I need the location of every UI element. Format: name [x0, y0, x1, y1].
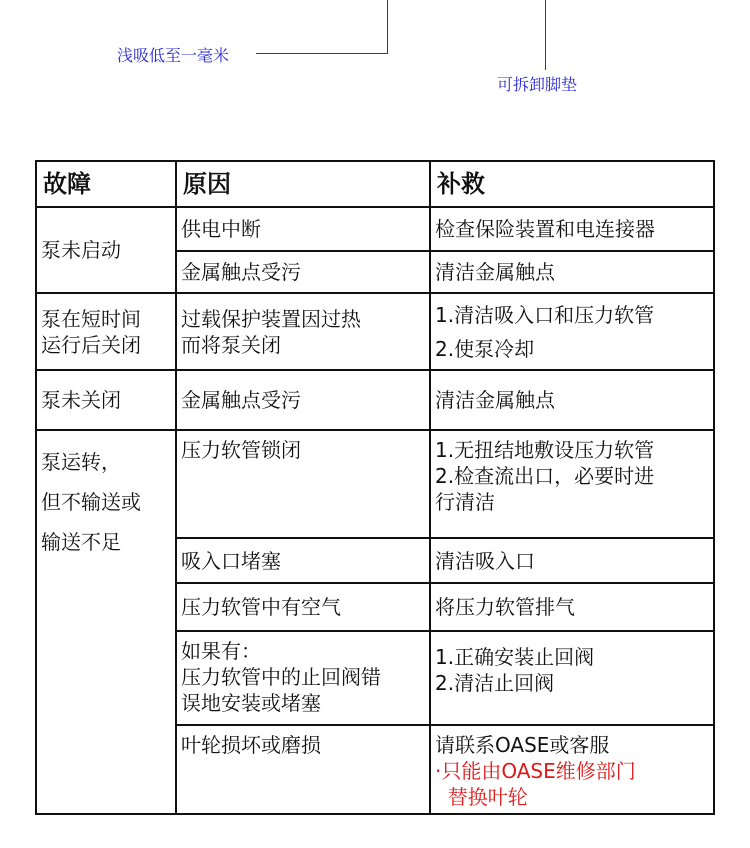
- cause-cell: 供电中断: [176, 207, 430, 251]
- cause-cell: 压力软管锁闭: [176, 430, 430, 538]
- callout-label-shallow-suction: 浅吸低至一毫米: [117, 46, 230, 65]
- cause-cell: 吸入口堵塞: [176, 538, 430, 583]
- warning-text: 替换叶轮: [435, 785, 528, 809]
- warning-text: ·只能由OASE维修部门: [435, 759, 636, 783]
- cause-cell: 过载保护装置因过热 而将泵关闭: [176, 293, 430, 370]
- table-row: [36, 370, 714, 430]
- cause-cell: 金属触点受污: [176, 251, 430, 293]
- table-row: [36, 430, 714, 538]
- fault-cell: 泵在短时间 运行后关闭: [36, 293, 176, 370]
- remedy-cell: 1.清洁吸入口和压力软管 2.使泵冷却: [430, 293, 714, 370]
- fault-cell: 泵未关闭: [36, 370, 176, 430]
- header-row: [36, 161, 714, 207]
- remedy-cell: 1.无扭结地敷设压力软管 2.检查流出口，必要时进 行清洁: [430, 430, 714, 538]
- remedy-cell: 将压力软管排气: [430, 583, 714, 631]
- cause-cell: 叶轮损坏或磨损: [176, 725, 430, 814]
- cause-cell: 如果有： 压力软管中的止回阀错 误地安装或堵塞: [176, 631, 430, 725]
- table-row: [36, 293, 714, 370]
- remedy-cell: 1.正确安装止回阀 2.清洁止回阀: [430, 631, 714, 725]
- table-row: [36, 207, 714, 251]
- troubleshooting-table: [35, 160, 715, 815]
- cause-cell: 压力软管中有空气: [176, 583, 430, 631]
- remedy-cell: 清洁金属触点: [430, 370, 714, 430]
- fault-cell: 泵未启动: [36, 207, 176, 293]
- remedy-cell: 请联系OASE或客服 ·只能由OASE维修部门 替换叶轮: [430, 725, 714, 814]
- header-remedy: 补救: [430, 161, 714, 207]
- header-cause: 原因: [176, 161, 430, 207]
- callout-line-right-vertical: [545, 0, 546, 70]
- callout-label-removable-feet: 可拆卸脚垫: [497, 75, 578, 94]
- callout-line-left-horizontal: [256, 53, 388, 54]
- remedy-cell: 清洁吸入口: [430, 538, 714, 583]
- cause-cell: 金属触点受污: [176, 370, 430, 430]
- remedy-cell: 检查保险装置和电连接器: [430, 207, 714, 251]
- remedy-cell: 清洁金属触点: [430, 251, 714, 293]
- fault-cell: 泵运转， 但不输送或 输送不足: [36, 430, 176, 814]
- header-fault: 故障: [36, 161, 176, 207]
- callout-line-left-vertical: [387, 0, 388, 54]
